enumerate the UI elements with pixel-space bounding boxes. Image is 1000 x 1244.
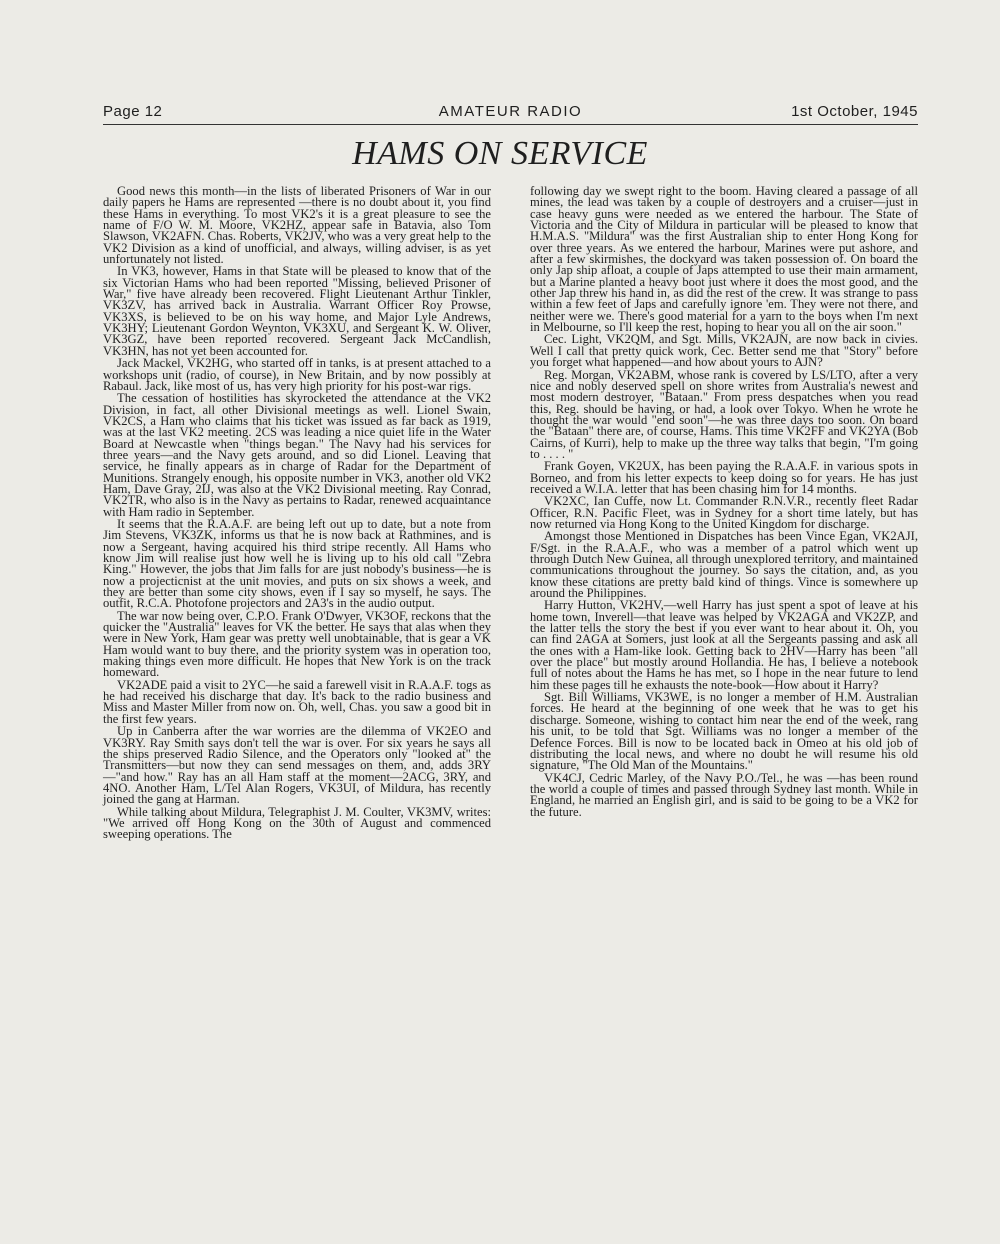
paragraph: Good news this month—in the lists of liberated Prisoners of War in our daily papers he Hams are represented —there is no doubt about it, you find these Hams in everything. To most VK2's it is a great pleasure to see the name of F/O W. M. Moore, VK2HZ, appear safe in Batavia, also Tom Slawson, VK2AFN. Chas. Roberts, VK2JV, who was a very great help to the VK2 Division as a kind of unofficial, and always, willing adviser, is as yet unfortunately not listed.: [103, 184, 491, 267]
paragraph: In VK3, however, Hams in that State will be pleased to know that of the six Victorian Hams who had been reported "Missing, believed Prisoner of War," five have already been recovered. Flight Lieutenant Arthur Tinkler, VK3ZV, has arrived back in Australia. Warrant Officer Roy Prowse, VK3XS, is believed to be on his way home, and Major Lyle Andrews, VK3HY; Lieutenant Gordon Weynton, VK3XU, and Sergeant K. W. Oliver, VK3GZ, have been reported recovered. Sergeant Jack McCandlish, VK3HN, has not yet been accounted for.: [103, 264, 491, 358]
paragraph: Sgt. Bill Williams, VK3WE, is no longer a member of H.M. Australian forces. He heard at the beginning of one week that he was to get his discharge. Someone, wishing to contact him near the end of the week, rang his unit, to be told that Sgt. Williams was no longer a member of the Defence Forces. Bill is now to be located back in Omeo at his old job of distributing the local news, and where no doubt he will resume his old signature, "The Old Man of the Mountains.": [530, 690, 918, 773]
paragraph: Frank Goyen, VK2UX, has been paying the R.A.A.F. in various spots in Borneo, and from his letter expects to keep doing so for years. He has just received a W.I.A. letter that has been chasing him for 14 months.: [530, 459, 918, 496]
paragraph: Cec. Light, VK2QM, and Sgt. Mills, VK2AJN, are now back in civies. Well I call that pretty quick work, Cec. Better send me that "Story" before you forget what happened—and how about yours to AJN?: [530, 332, 918, 370]
paragraph: It seems that the R.A.A.F. are being left out up to date, but a note from Jim Stevens, VK3ZK, informs us that he is now back at Rathmines, and is now a Sergeant, having acquired his third stripe recently. All Hams who know Jim will realise just how well he is living up to his old call "Zebra King." However, the jobs that Jim falls for are just nobody's business—he is now a projecticnist at the unit movies, and puts on six shows a week, and they are better than some city shows, even if I say so myself, he says. The outfit, R.C.A. Photofone projectors and 2A3's in the audio output.: [103, 516, 491, 611]
article-title: HAMS ON SERVICE: [352, 135, 648, 172]
paragraph: VK2ADE paid a visit to 2YC—he said a farewell visit in R.A.A.F. togs as he had received his discharge that day. It's back to the radio business and Miss and Master Miller from now on. Oh, well, Chas. you saw a good bit in the first few years.: [103, 677, 491, 726]
paragraph: VK2XC, Ian Cuffe, now Lt. Commander R.N.V.R., recently fleet Radar Officer, R.N. Pacific Fleet, was in Sydney for a short time lately, but has now returned via Hong Kong to the United Kingdom for discharge.: [530, 494, 918, 531]
paragraph: Harry Hutton, VK2HV,—well Harry has just spent a spot of leave at his home town, Inverell—that leave was helped by VK2AGA and VK2ZP, and the latter tells the story the best if you ever want to hear about it. Oh, you can find 2AGA at Somers, just look at all the Sergeants passing and ask all the ones with a Ham-like look. Getting back to 2HV—Harry has been "all over the place" but mostly around Hollandia. He has, I believe a notebook full of notes about the Hams he has met, so I hope in the near future to lend him these pages till he exhausts the note-book—How about it Harry?: [530, 598, 918, 692]
paragraph: Reg. Morgan, VK2ABM, whose rank is covered by LS/LTO, after a very nice and nobly deserved spell on shore writes from Australia's newest and most modern destroyer, "Bataan." From press despatches when you read this, Reg. should be having, or had, a look over Tokyo. When he wrote he thought the war would "end soon"—he was three days too soon. On board the "Bataan" there are, of course, Hams. This time VK2FF and VK2YA (Bob Cairns, of Kurri), help to make up the three way talks that begin, "I'm going to . . . . ": [530, 367, 918, 461]
right-column: [530, 186, 918, 819]
header-rule: [103, 124, 918, 125]
issue-date: 1st October, 1945: [791, 103, 918, 120]
paragraph: Up in Canberra after the war worries are the dilemma of VK2EO and VK3RY. Ray Smith says don't tell the war is over. For six years he says all the ships preserved Radio Silence, and the Operators only "looked at" the Transmitters—but now they can send messages on them, and, adds 3RY—"and how." Ray has an all Ham staff at the moment—2ACG, 3RY, and 4NO. Another Ham, L/Tel Alan Rogers, VK3UI, of Mildura, has recently joined the gang at Harman.: [103, 724, 491, 807]
publication-name: AMATEUR RADIO: [438, 103, 583, 120]
paragraph: While talking about Mildura, Telegraphist J. M. Coulter, VK3MV, writes: "We arrived off Hong Kong on the 30th of August and commenced sweeping operations. The: [103, 804, 491, 842]
paragraph: Amongst those Mentioned in Dispatches has been Vince Egan, VK2AJI, F/Sgt. in the R.A.A.F., who was a member of a patrol which went up through Dutch New Guinea, all through unexplored territory, and maintained communications throughout the journey. So says the citation, and, as you know these citations are pretty bald kind of things. Vince is somewhere up around the Philippines.: [530, 529, 918, 601]
paragraph: VK4CJ, Cedric Marley, of the Navy P.O./Tel., he was —has been round the world a couple of times and passed through Sydney last month. While in England, he married an English girl, and is said to be going to be a VK2 for the future.: [530, 770, 918, 819]
page-header: [103, 103, 918, 123]
page-number: Page 12: [103, 103, 163, 120]
paragraph: Jack Mackel, VK2HG, who started off in tanks, is at present attached to a workshops unit (radio, of course), in New Britain, and by now possibly at Rabaul. Jack, like most of us, has very high priority for his post-war rigs.: [103, 356, 491, 393]
left-column: [103, 186, 491, 842]
paragraph: following day we swept right to the boom. Having cleared a passage of all mines, the lead was taken by a couple of destroyers and a cruiser—just in case heavy guns were needed as we entered the harbour. The State of Victoria and the City of Mildura in particular will be pleased to know that H.M.A.S. "Mildura" was the first Australian ship to enter Hong Kong for over three years. As we entered the harbour, Marines were put ashore, and after a few skirmishes, the dockyard was taken possession of. On board the only Jap ship afloat, a couple of Japs attempted to use their main armament, but a Marine planted a heavy boot just where it does the most good, and the other Jap threw his hand in, as did the rest of the crew. It was strange to pass within a few feet of Japs and carefully ignore 'em. They were not there, and neither were we. There's good material for a yarn to the boys when I'm next in Melbourne, so I'll keep the rest, hoping to hear you all on the air soon.": [530, 184, 918, 335]
paragraph: The cessation of hostilities has skyrocketed the attendance at the VK2 Division, in fact, all other Divisional meetings as well. Lionel Swain, VK2CS, a Ham who claims that his ticket was issued as far back as 1919, was at the last VK2 meeting. 2CS was leading a nice quiet life in the Water Board at Newcastle when "things began." The Navy had his services for three years—and the Navy gets around, and so did Lionel. Leaving that service, he finally appears as in charge of Radar for the Department of Munitions. Strangely enough, his opposite number in VK3, another old VK2 Ham, Dave Gray, 2IJ, was also at the VK2 Divisional meeting. Ray Conrad, VK2TR, who also is in the Navy as pertains to Radar, renewed acquaintance with Ham radio in September.: [103, 391, 491, 519]
paragraph: The war now being over, C.P.O. Frank O'Dwyer, VK3OF, reckons that the quicker the "Australia" leaves for VK the better. He says that alas when they were in New York, Ham gear was pretty well unobtainable, that is gear a VK Ham would want to buy there, and the priority system was in operation too, making things even more difficult. He hopes that New York is on the track homeward.: [103, 608, 491, 680]
